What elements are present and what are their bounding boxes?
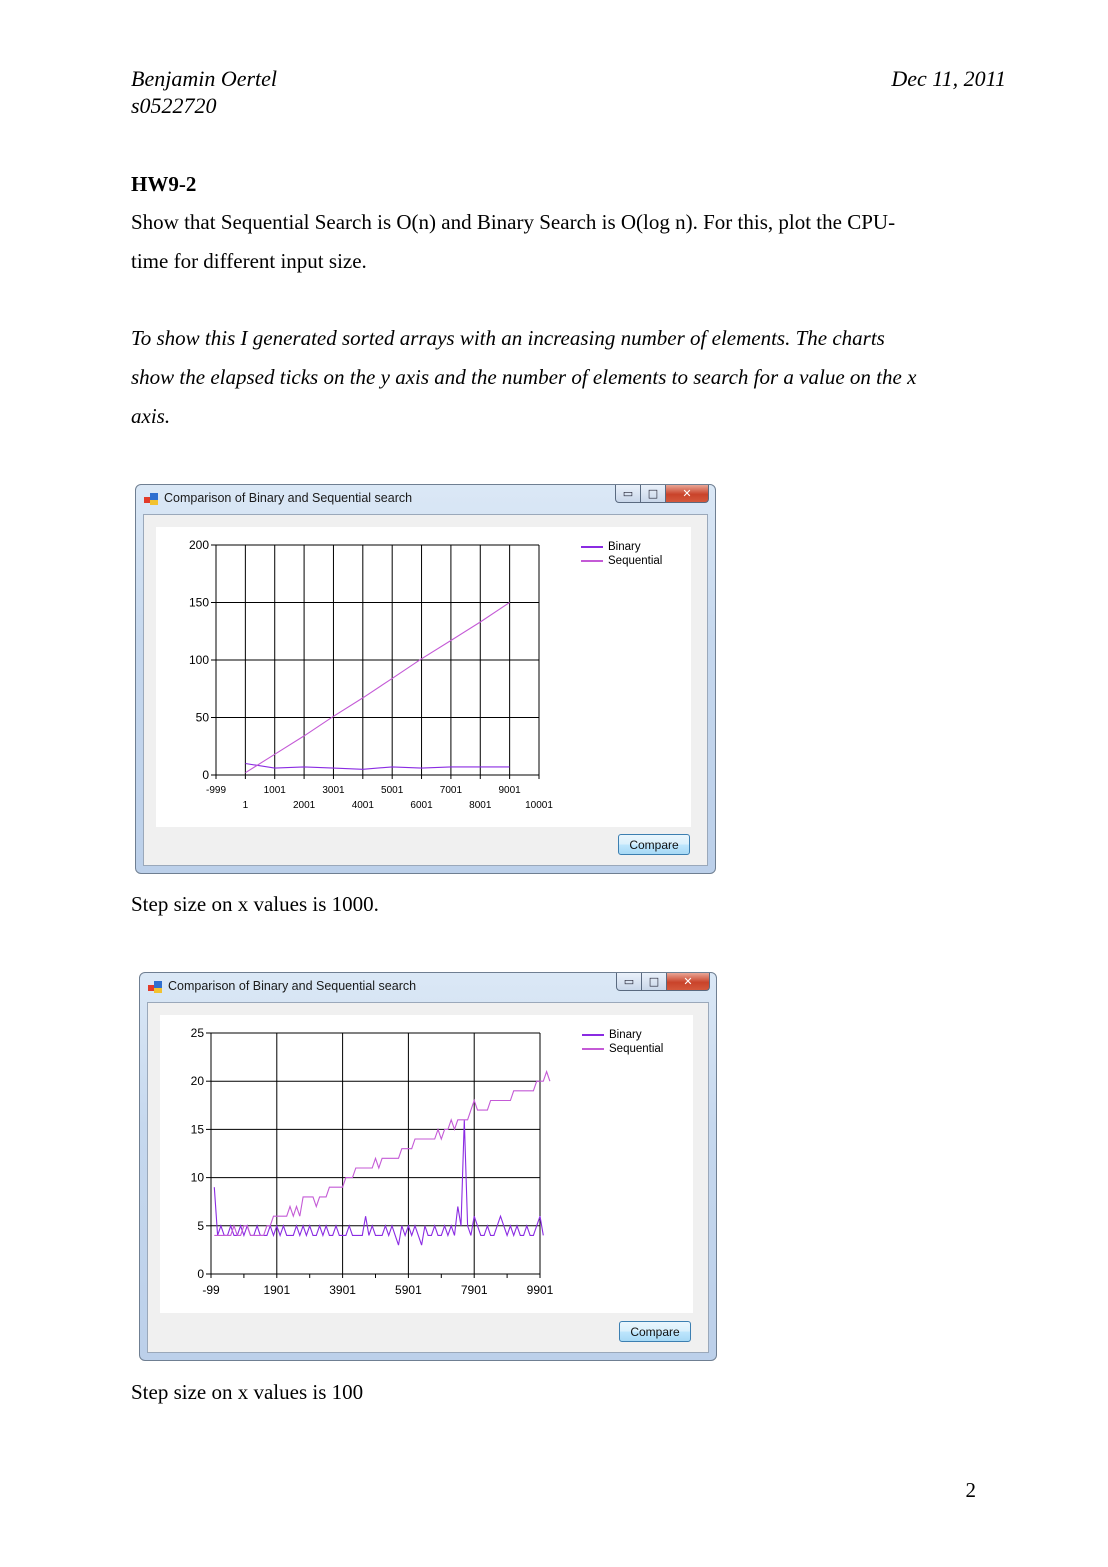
y-tick-label: 0 bbox=[202, 768, 209, 782]
legend-label: Sequential bbox=[608, 555, 663, 567]
app-icon bbox=[144, 493, 158, 505]
legend-swatch-binary bbox=[581, 546, 603, 548]
legend-swatch-sequential bbox=[581, 560, 603, 562]
maximize-icon: □ bbox=[647, 487, 659, 500]
app-icon bbox=[148, 981, 162, 993]
maximize-icon: □ bbox=[648, 975, 660, 988]
student-id: s0522720 bbox=[131, 93, 217, 118]
legend-item-binary bbox=[582, 1028, 663, 1042]
minimize-icon: ▭ bbox=[622, 487, 634, 500]
chart-2 bbox=[160, 1015, 693, 1313]
compare-button[interactable]: Compare bbox=[619, 1321, 691, 1342]
legend-label: Binary bbox=[609, 1029, 642, 1041]
window-title: Comparison of Binary and Sequential search bbox=[168, 979, 417, 993]
x-tick-label: 4001 bbox=[351, 800, 374, 811]
x-tick-label: 5901 bbox=[395, 1283, 422, 1297]
explanation-line-2: show the elapsed ticks on the y axis and the number of elements to search for a value on the x bbox=[131, 365, 917, 389]
y-tick-label: 25 bbox=[190, 1026, 204, 1040]
explanation-line-3: axis. bbox=[131, 404, 171, 428]
y-tick-label: 50 bbox=[195, 710, 209, 725]
close-icon: ✕ bbox=[683, 975, 693, 988]
x-tick-label: 7901 bbox=[460, 1283, 488, 1297]
x-tick-label: 5001 bbox=[381, 785, 404, 796]
y-tick-label: 10 bbox=[190, 1170, 204, 1185]
close-button[interactable] bbox=[667, 973, 710, 991]
legend-label: Sequential bbox=[609, 1043, 664, 1055]
series-line-sequential bbox=[214, 1072, 550, 1236]
legend-swatch-binary bbox=[582, 1034, 604, 1036]
document-date: Dec 11, 2011 bbox=[891, 66, 1006, 91]
minimize-icon: ▭ bbox=[623, 975, 635, 988]
task-text-line-2: time for different input size. bbox=[131, 249, 367, 273]
x-tick-label: 1901 bbox=[263, 1283, 291, 1297]
x-tick-label: 10001 bbox=[525, 800, 553, 811]
legend-item-sequential bbox=[582, 1042, 663, 1056]
legend-swatch-sequential bbox=[582, 1048, 604, 1050]
x-tick-label: -999 bbox=[205, 785, 227, 796]
y-tick-label: 0 bbox=[197, 1267, 204, 1281]
compare-button[interactable]: Compare bbox=[618, 834, 690, 855]
caption-2: Step size on x values is 100 bbox=[131, 1380, 364, 1404]
chart-1 bbox=[156, 527, 691, 827]
y-tick-label: 100 bbox=[188, 653, 209, 667]
close-icon: ✕ bbox=[682, 487, 692, 500]
x-tick-label: 9901 bbox=[526, 1283, 554, 1297]
maximize-button[interactable] bbox=[641, 485, 666, 503]
y-tick-label: 200 bbox=[188, 538, 209, 552]
x-tick-label: 1001 bbox=[263, 785, 286, 796]
series-line-binary bbox=[214, 1120, 543, 1245]
series-line-sequential bbox=[245, 603, 509, 773]
x-tick-label: 7001 bbox=[439, 785, 463, 796]
x-tick-label: 6001 bbox=[410, 800, 433, 811]
x-tick-label: 1 bbox=[242, 800, 249, 811]
task-text-line-1: Show that Sequential Search is O(n) and Binary Search is O(log n). For this, plot the CPU- bbox=[131, 210, 896, 234]
legend-item-binary bbox=[581, 540, 662, 554]
caption-1: Step size on x values is 1000. bbox=[131, 892, 379, 916]
window-client-area bbox=[143, 514, 708, 866]
x-tick-label: 9001 bbox=[498, 785, 521, 796]
legend-label: Binary bbox=[608, 541, 641, 553]
chart-window-1 bbox=[135, 484, 716, 874]
maximize-button[interactable] bbox=[642, 973, 667, 991]
x-tick-label: 8001 bbox=[469, 800, 492, 811]
x-tick-label: 3901 bbox=[329, 1283, 356, 1297]
window-title: Comparison of Binary and Sequential search bbox=[164, 491, 413, 505]
y-tick-label: 15 bbox=[190, 1122, 204, 1137]
y-tick-label: 20 bbox=[190, 1074, 204, 1089]
explanation-line-1: To show this I generated sorted arrays with an increasing number of elements. The charts bbox=[131, 326, 885, 350]
chart-legend bbox=[582, 1028, 663, 1056]
close-button[interactable] bbox=[666, 485, 709, 503]
legend-item-sequential bbox=[581, 554, 662, 568]
minimize-button[interactable] bbox=[615, 485, 641, 503]
chart-legend bbox=[581, 540, 662, 568]
assignment-heading: HW9-2 bbox=[131, 172, 197, 196]
x-tick-label: 3001 bbox=[322, 785, 345, 796]
window-client-area bbox=[147, 1002, 709, 1353]
chart-window-2 bbox=[139, 972, 717, 1361]
y-tick-label: 5 bbox=[197, 1218, 204, 1233]
minimize-button[interactable] bbox=[616, 973, 642, 991]
chart-area-1 bbox=[156, 527, 691, 827]
chart-area-2 bbox=[160, 1015, 693, 1313]
series-line-binary bbox=[245, 764, 509, 770]
x-tick-label: 2001 bbox=[292, 800, 316, 811]
x-tick-label: -99 bbox=[202, 1283, 220, 1297]
y-tick-label: 150 bbox=[188, 595, 209, 610]
author-name: Benjamin Oertel bbox=[131, 66, 278, 91]
page-number: 2 bbox=[965, 1478, 976, 1502]
